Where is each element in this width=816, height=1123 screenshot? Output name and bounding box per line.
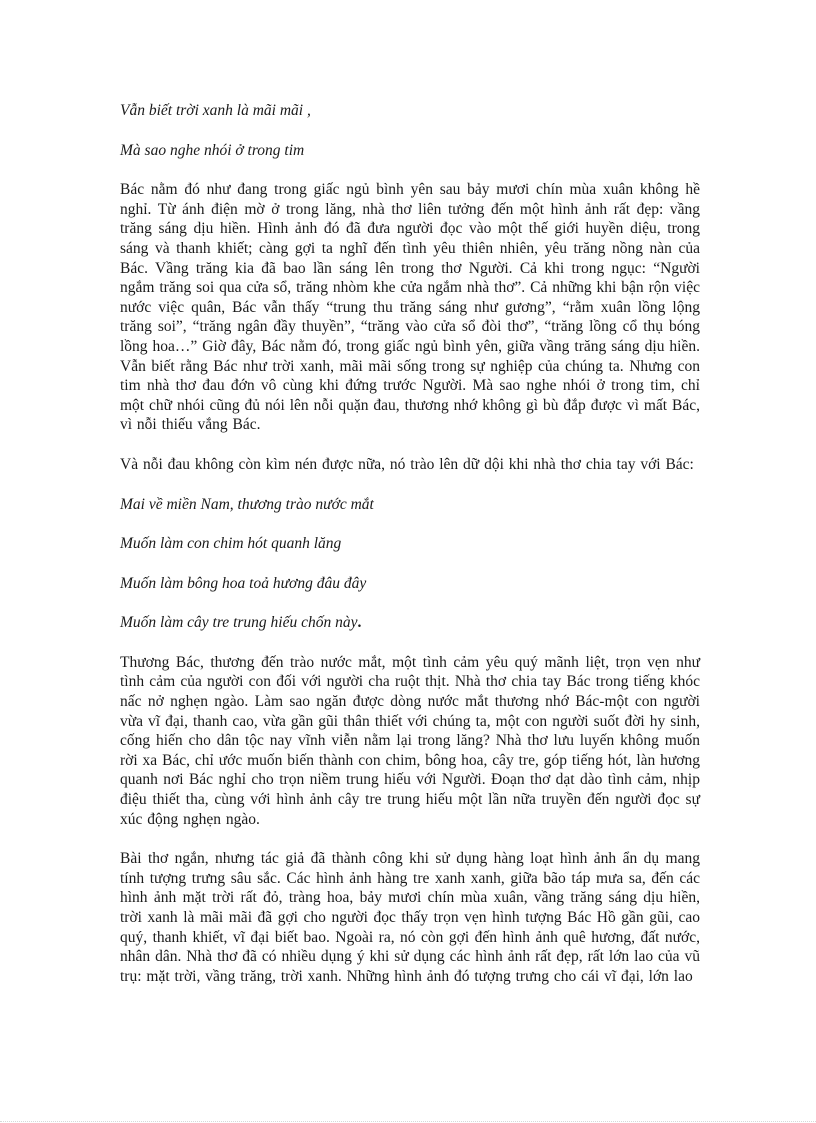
paragraph: Bài thơ ngắn, nhưng tác giả đã thành công khi sử dụng hàng loạt hình ảnh ẩn dụ mang tính tượng trưng sâu sắc. Các hình ảnh hàng tre xanh xanh, giữa bão táp mưa sa, đến các hình ảnh mặt trời rất đỏ, tràng hoa, bảy mươi chín mùa xuân, vầng trăng sáng dịu hiền, trời xanh là mãi mãi đã gợi cho người đọc thấy trọn vẹn hình tượng Bác Hồ gần gũi, cao quý, thanh khiết, vĩ đại biết bao. Ngoài ra, nó còn gợi đến hình ảnh quê hương, đất nước, nhân dân. Nhà thơ đã có nhiều dụng ý khi sử dụng các hình ảnh rất đẹp, rất lớn lao của vũ trụ: mặt trời, vầng trăng, trời xanh. Những hình ảnh đó tượng trưng cho cái vĩ đại, lớn lao <box>120 850 700 985</box>
paragraph: Bác nằm đó như đang trong giấc ngủ bình yên sau bảy mươi chín mùa xuân không hề nghỉ. Từ ánh điện mờ ở trong lăng, nhà thơ liên tưởng đến một hình ảnh rất đẹp: vầng trăng sáng dịu hiền. Hình ảnh đó đã đưa người đọc vào một thế giới huyền diệu, trong sáng và thanh khiết; càng gợi ta nghĩ đến tình yêu thiên nhiên, yêu trăng nồng nàn của Bác. Vầng trăng kia đã bao lần sáng lên trong thơ Người. Cả khi trong ngục: “Người ngắm trăng soi qua cửa sổ, trăng nhòm khe cửa ngắm nhà thơ”. Cả những khi bận rộn việc nước việc quân, Bác vẫn thấy “trung thu trăng sáng như gương”, “rằm xuân lồng lộng trăng soi”, “trăng ngân đầy thuyền”, “trăng vào cửa sổ đòi thơ”, “trăng lồng cổ thụ bóng lồng hoa…” Giờ đây, Bác nằm đó, trong giấc ngủ bình yên, giữa vầng trăng sáng dịu hiền. Vẫn biết rằng Bác như trời xanh, mãi mãi sống trong sự nghiệp của chúng ta. Nhưng con tim nhà thơ đau đớn vô cùng khi đứng trước Người. Mà sao nghe nhói ở trong tim, chỉ một chữ nhói cũng đủ nói lên nỗi quặn đau, thương nhớ không gì bù đắp được vì mất Bác, vì nỗi thiếu vắng Bác. <box>120 181 700 434</box>
verse-line: Vẫn biết trời xanh là mãi mãi , <box>120 102 311 119</box>
document-body <box>120 101 700 986</box>
paragraph: Thương Bác, thương đến trào nước mắt, một tình cảm yêu quý mãnh liệt, trọn vẹn như tình cảm của người con đối với người cha ruột thịt. Nhà thơ chia tay Bác trong tiếng khóc nấc nở nghẹn ngào. Làm sao ngăn được dòng nước mắt thương nhớ Bác-một con người vừa vĩ đại, thanh cao, vừa gần gũi thân thiết với chúng ta, một con người suốt đời hy sinh, cống hiến cho dân tộc nay vĩnh viễn nằm lại trong lăng? Nhà thơ lưu luyến không muốn rời xa Bác, chỉ ước muốn biến thành con chim, bông hoa, cây tre, góp tiếng hót, làn hương quanh nơi Bác nghỉ cho trọn niềm trung hiếu với Người. Đoạn thơ dạt dào tình cảm, nhịp điệu thiết tha, cùng với hình ảnh cây tre trung hiếu một lần nữa truyền đến người đọc sự xúc động nghẹn ngào. <box>120 653 700 828</box>
verse-text: Muốn làm cây tre trung hiếu chốn này <box>120 614 358 632</box>
verse-line: Mai về miền Nam, thương trào nước mắt <box>120 495 374 513</box>
verse-end-mark: . <box>357 614 362 632</box>
paragraph: Và nỗi đau không còn kìm nén được nữa, nó trào lên dữ dội khi nhà thơ chia tay với Bác: <box>120 455 694 473</box>
verse-line: Muốn làm bông hoa toả hương đâu đây <box>120 574 367 592</box>
verse-line-last <box>120 613 700 633</box>
verse-line: Mà sao nghe nhói ở trong tim <box>120 141 305 159</box>
verse-line: Muốn làm con chim hót quanh lăng <box>120 535 342 553</box>
